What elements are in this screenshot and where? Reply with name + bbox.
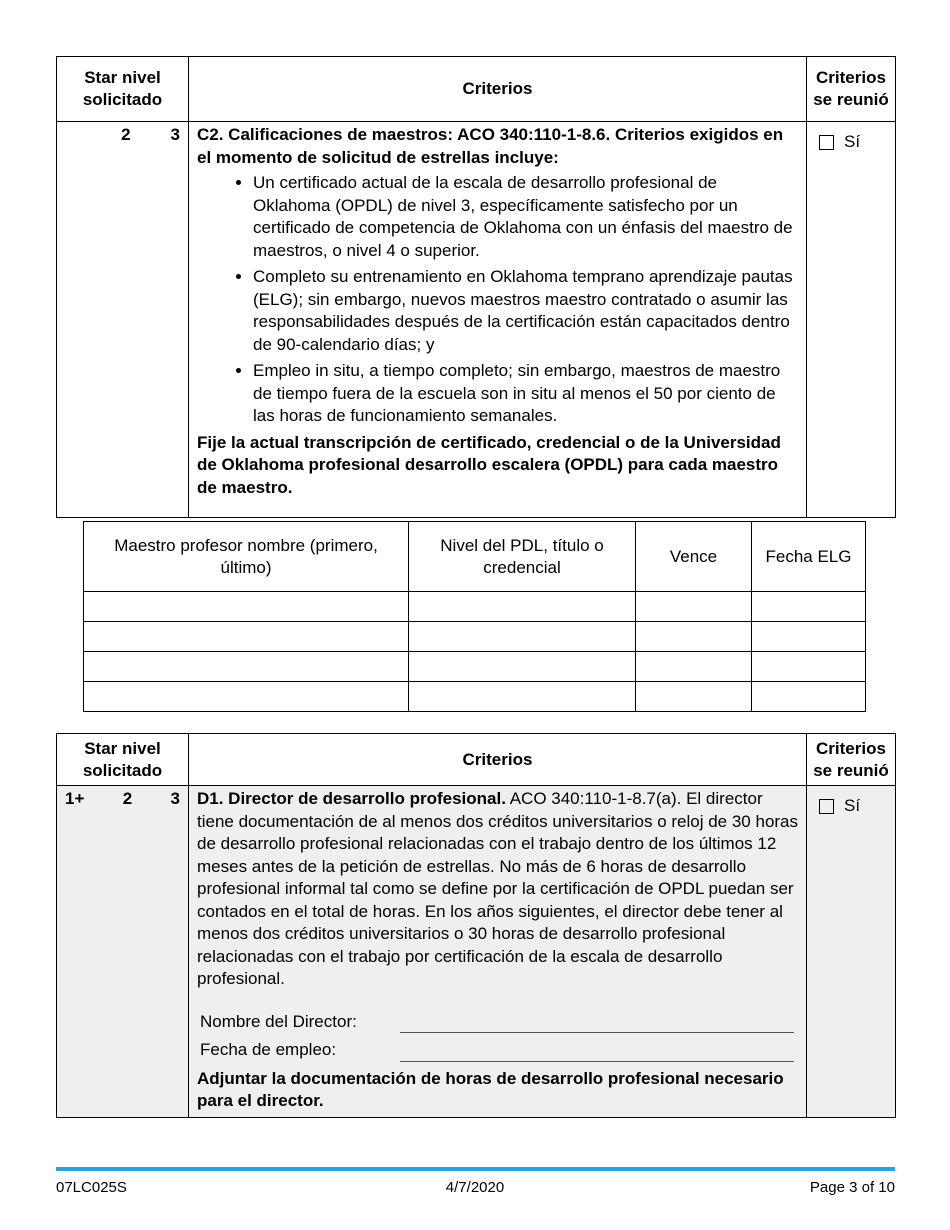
page-number: Page 3 of 10 xyxy=(809,1179,895,1196)
criteria-bullets xyxy=(197,172,798,428)
criteria-title: C2. Calificaciones de maestros: ACO 340:110-1-8.6. Criterios exigidos en el momento de solicitud de estrellas incluye: xyxy=(197,125,784,167)
col-level-header: Star nivel solicitado xyxy=(57,734,189,786)
form-code: 07LC025S xyxy=(56,1179,127,1196)
bullet-item: • Un certificado actual de la escala de desarrollo profesional de Oklahoma (OPDL) de nivel 3, específicamente satisfecho por un certificado de competencia de Oklahoma con un énfasis del maestro de maestros, o nivel 4 o superior. xyxy=(253,172,798,262)
criteria-cell xyxy=(189,786,807,1118)
table-row[interactable] xyxy=(84,592,866,622)
footer-rule xyxy=(56,1167,895,1171)
criteria-cell xyxy=(189,122,807,518)
pdl-level-cell[interactable] xyxy=(409,592,636,622)
col-criteria-header: Criterios xyxy=(189,734,807,786)
pdl-level-cell[interactable] xyxy=(409,622,636,652)
col-met-header: Criterios se reunió xyxy=(807,57,896,122)
table-row[interactable] xyxy=(84,682,866,712)
attachment-note: Adjuntar la documentación de horas de desarrollo profesional necesario para el director. xyxy=(197,1068,784,1110)
director-name-input[interactable] xyxy=(400,1012,794,1033)
col-criteria-header: Criterios xyxy=(189,57,807,122)
teacher-name-header: Maestro profesor nombre (primero, último) xyxy=(84,522,409,592)
teacher-name-cell[interactable] xyxy=(84,592,409,622)
employment-date-input[interactable] xyxy=(400,1041,794,1062)
teacher-table xyxy=(83,521,866,712)
bullet-item: • Completo su entrenamiento en Oklahoma temprano aprendizaje pautas (ELG); sin embargo, nuevos maestros maestro contratado o asumir las responsabilidades después de la certificación están capacitados dentro de 90-calendario días; y xyxy=(253,266,798,356)
teacher-name-cell[interactable] xyxy=(84,652,409,682)
criteria-description: ACO 340:110-1-8.7(a). El director tiene documentación de al menos dos créditos universitarios o reloj de 30 horas de desarrollo profesional relacionadas con el trabajo dentro de los últimos 12 meses antes de la petición de estrellas. No más de 6 horas de desarrollo profesional informal tal como se define por la certificación de OPDL puedan ser contados en el total de horas. En los años siguientes, el director debe tener al menos dos créditos universitarios o 30 horas de desarrollo profesional relacionadas con el trabajo por certificación de la escala de desarrollo profesional. xyxy=(197,789,799,988)
pdl-level-cell[interactable] xyxy=(409,682,636,712)
criteria-table-d1 xyxy=(56,733,896,1118)
expires-cell[interactable] xyxy=(636,592,752,622)
si-checkbox[interactable] xyxy=(807,786,895,817)
table-row[interactable] xyxy=(84,652,866,682)
elg-date-cell[interactable] xyxy=(752,592,866,622)
criteria-table-c2 xyxy=(56,56,896,518)
checkbox-label: Sí xyxy=(844,132,861,151)
col-level-header: Star nivel solicitado xyxy=(57,57,189,122)
director-name-field[interactable] xyxy=(197,1011,798,1034)
elg-date-cell[interactable] xyxy=(752,622,866,652)
pdl-level-header: Nivel del PDL, título o credencial xyxy=(409,522,636,592)
criteria-title: D1. Director de desarrollo profesional. xyxy=(197,789,506,808)
si-checkbox[interactable] xyxy=(807,122,895,153)
table-row[interactable] xyxy=(84,622,866,652)
criteria-header-row xyxy=(57,57,896,122)
teacher-table-header xyxy=(84,522,866,592)
criteria-header-row xyxy=(57,734,896,786)
director-name-label: Nombre del Director: xyxy=(200,1011,357,1031)
expires-cell[interactable] xyxy=(636,652,752,682)
expires-header: Vence xyxy=(636,522,752,592)
expires-cell[interactable] xyxy=(636,682,752,712)
checkbox-square[interactable] xyxy=(819,799,834,814)
bullet-item: • Empleo in situ, a tiempo completo; sin embargo, maestros de maestro de tiempo fuera de la escuela son in situ al menos el 50 por ciento de las horas de funcionamiento semanales. xyxy=(253,360,798,428)
criteria-met-cell xyxy=(807,786,896,1118)
criteria-text xyxy=(197,788,798,991)
star-levels: 2 3 xyxy=(57,122,189,518)
attachment-note: Fije la actual transcripción de certificado, credencial o de la Universidad de Oklahoma profesional desarrollo escalera (OPDL) para cada maestro de maestro. xyxy=(197,432,781,497)
employment-date-label: Fecha de empleo: xyxy=(200,1040,337,1059)
pdl-level-cell[interactable] xyxy=(409,652,636,682)
teacher-name-cell[interactable] xyxy=(84,682,409,712)
expires-cell[interactable] xyxy=(636,622,752,652)
star-levels: 1+ 2 3 xyxy=(57,786,189,1118)
col-met-header: Criterios se reunió xyxy=(807,734,896,786)
checkbox-square[interactable] xyxy=(819,135,834,150)
criteria-row-d1 xyxy=(57,786,896,1118)
form-date: 4/7/2020 xyxy=(445,1179,505,1196)
checkbox-label: Sí xyxy=(844,796,861,815)
teacher-name-cell[interactable] xyxy=(84,622,409,652)
criteria-met-cell xyxy=(807,122,896,518)
elg-date-cell[interactable] xyxy=(752,652,866,682)
elg-date-header: Fecha ELG xyxy=(752,522,866,592)
criteria-row-c2 xyxy=(57,122,896,518)
elg-date-cell[interactable] xyxy=(752,682,866,712)
employment-date-field[interactable] xyxy=(197,1039,798,1062)
